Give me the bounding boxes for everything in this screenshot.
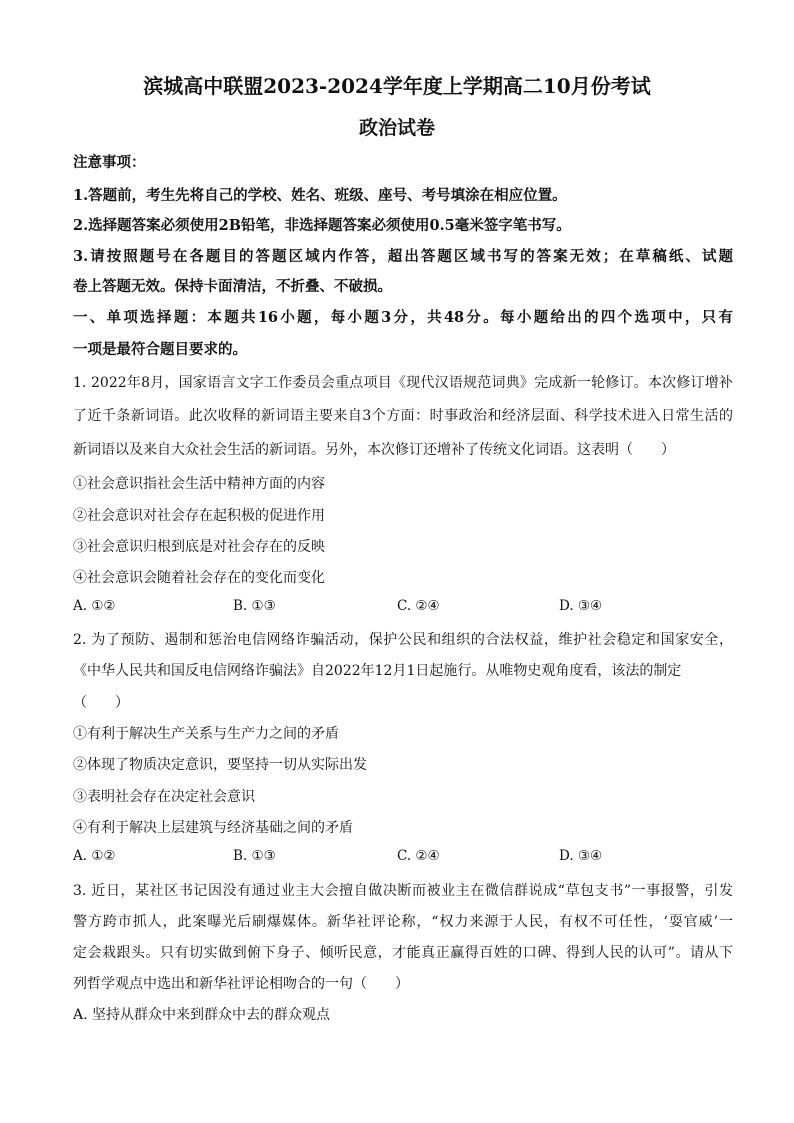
question-2-statement: ③表明社会存在决定社会意识	[73, 789, 255, 805]
question-1-statement: ①社会意识指社会生活中精神方面的内容	[73, 476, 325, 492]
question-2-text: 2. 为了预防、遏制和惩治电信网络诈骗活动，保护公民和组织的合法权益，维护社会稳定和国家安全，	[73, 632, 733, 648]
question-3-text: 3. 近日，某社区书记因没有通过业主大会擅自做决断而被业主在微信群说成“草包支书”一事报警，引发	[73, 883, 733, 899]
question-2-statement: ④有利于解决上层建筑与经济基础之间的矛盾	[73, 820, 353, 836]
question-3-option-a: A. 坚持从群众中来到群众中去的群众观点	[73, 1007, 331, 1023]
question-3-text: 警方跨市抓人，此案曝光后刷爆媒体。新华社评论称，“权力来源于人民，有权不可任性，‘耍官威’一	[73, 914, 733, 930]
exam-title: 滨城高中联盟2023-2024学年度上学期高二10月份考试	[143, 74, 651, 98]
question-3-text: 定会栽跟头。只有切实做到俯下身子、倾听民意，才能真正赢得百姓的口碑、得到人民的认可”。请从下	[73, 945, 733, 961]
option-a: A. ①②	[73, 598, 116, 614]
option-d: D. ③④	[559, 848, 603, 864]
option-b: B. ①③	[233, 598, 276, 614]
notice-item: 3.请按照题号在各题目的答题区域内作答，超出答题区域书写的答案无效；在草稿纸、试题	[73, 248, 733, 265]
question-1-text: 新词语以及来自大众社会生活的新词语。另外，本次修订还增补了传统文化词语。这表明（ ）	[73, 442, 675, 458]
question-1-text: 了近千条新词语。此次收释的新词语主要来自3个方面：时事政治和经济层面、科学技术进入日常生活的	[73, 408, 733, 424]
option-a: A. ①②	[73, 848, 116, 864]
section-heading: 一项是最符合题目要求的。	[73, 341, 247, 358]
exam-subtitle: 政治试卷	[358, 117, 435, 139]
question-1-statement: ③社会意识归根到底是对社会存在的反映	[73, 539, 325, 555]
option-c: C. ②④	[397, 598, 440, 614]
question-1-text: 1. 2022年8月，国家语言文字工作委员会重点项目《现代汉语规范词典》完成新一轮修订。本次修订增补	[73, 375, 733, 391]
question-2-text: 《中华人民共和国反电信网络诈骗法》自2022年12月1日起施行。从唯物史观角度看，该法的制定	[73, 663, 682, 679]
question-3-text: 列哲学观点中选出和新华社评论相吻合的一句（ ）	[73, 976, 409, 992]
question-2-options	[73, 848, 733, 868]
question-2-text: （ ）	[73, 695, 129, 711]
question-1-statement: ④社会意识会随着社会存在的变化而变化	[73, 570, 325, 586]
section-heading: 一、单项选择题：本题共16小题，每小题3分，共48分。每小题给出的四个选项中，只有	[73, 309, 733, 326]
notice-item: 卷上答题无效。保持卡面清洁，不折叠、不破损。	[73, 278, 392, 295]
option-d: D. ③④	[559, 598, 603, 614]
option-b: B. ①③	[233, 848, 276, 864]
option-c: C. ②④	[397, 848, 440, 864]
question-2-statement: ①有利于解决生产关系与生产力之间的矛盾	[73, 726, 339, 742]
notice-heading: 注意事项：	[73, 154, 146, 171]
question-2-statement: ②体现了物质决定意识，要坚持一切从实际出发	[73, 757, 367, 773]
question-1-options	[73, 598, 733, 618]
notice-item: 2.选择题答案必须使用2B铅笔，非选择题答案必须使用0.5毫米签字笔书写。	[73, 217, 571, 234]
question-1-statement: ②社会意识对社会存在起积极的促进作用	[73, 508, 325, 524]
notice-item: 1.答题前，考生先将自己的学校、姓名、班级、座号、考号填涂在相应位置。	[73, 187, 567, 204]
